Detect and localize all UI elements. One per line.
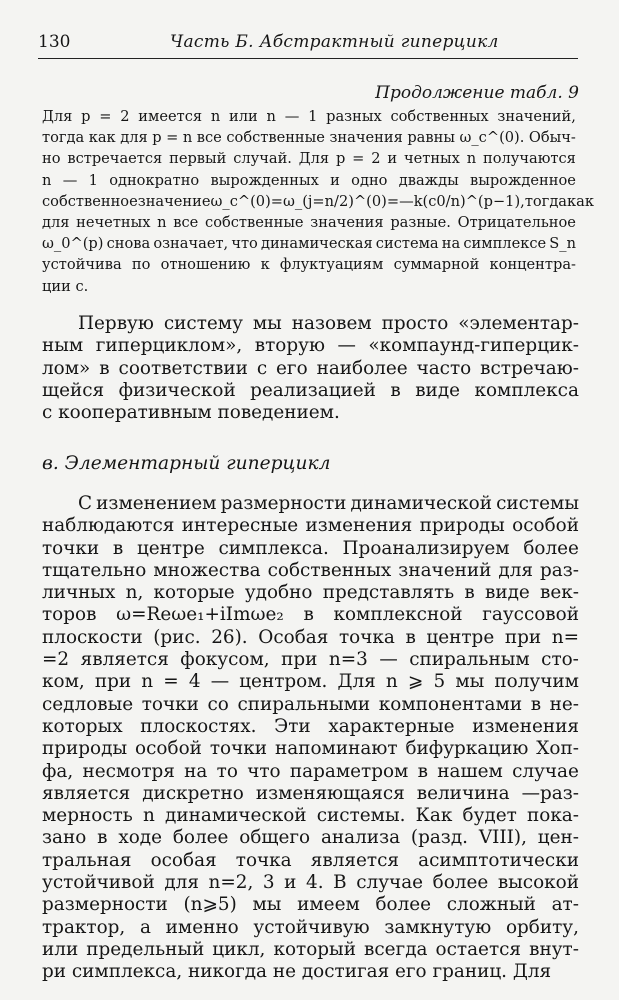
page-number: 130 <box>38 32 71 52</box>
text-line: тральная особая точка является асимптотически <box>42 849 579 871</box>
text-line: зано в ходе более общего анализа (разд. VIII), цен- <box>42 827 579 849</box>
paragraph-elementary-hypercycle <box>42 493 579 984</box>
text-line: С изменением размерности динамической системы <box>78 493 579 514</box>
text-line: ри симплекса, никогда не достигая его границ. Для <box>42 961 552 983</box>
text-line: с кооперативным поведением. <box>42 402 340 424</box>
text-line: мерность n динамической системы. Как будет пока- <box>42 805 579 827</box>
text-line: плоскости (рис. 26). Особая точка в центре при n= <box>42 626 579 648</box>
section-heading: в. Элементарный гиперцикл <box>42 453 331 474</box>
text-line: природы особой точки напоминают бифуркацию Хоп- <box>42 738 579 760</box>
text-line: ции c. <box>42 277 89 295</box>
table-note <box>42 106 594 297</box>
text-line: личных n, которые удобно представлять в виде век- <box>42 582 579 604</box>
header-rule <box>38 58 578 59</box>
text-line: тщательно множества собственных значений для раз- <box>42 559 579 581</box>
text-line: ным гиперциклом», вторую — «компаунд-гиперцик- <box>42 335 579 357</box>
text-line: трактор, а именно устойчивую замкнутую орбиту, <box>42 916 579 938</box>
text-line: устойчива по отношению к флуктуациям суммарной концентра- <box>42 256 576 274</box>
text-line: Для p = 2 имеется n или n — 1 разных собственных значений, <box>42 108 576 125</box>
text-line: размерности (n⩾5) мы имеем более сложный ат- <box>42 894 579 916</box>
table-continuation-label: Продолжение табл. 9 <box>375 83 579 103</box>
text-line: лом» в соответствии с его наиболее часто встречаю- <box>42 357 579 379</box>
running-title: Часть Б. Абстрактный гиперцикл <box>170 32 499 52</box>
text-line: точки в центре симплекса. Проанализируем более <box>42 537 579 559</box>
text-line: является дискретно изменяющаяся величина —раз- <box>42 782 579 804</box>
text-line: фа, несмотря на то что параметром в нашем случае <box>42 760 579 782</box>
paragraph-intro <box>42 313 579 424</box>
text-line: торов ω=Reωe₁+iImωe₂ в комплексной гауссовой <box>42 604 579 626</box>
text-line: n — 1 однократно вырожденных и одно дважды вырожденное <box>42 171 576 189</box>
text-line: ω_0^(p) снова означает, что динамическая система на симплексе S_n <box>42 235 576 253</box>
text-line: седловые точки со спиральными компонентами в не- <box>42 693 579 715</box>
text-line: ком, при n = 4 — центром. Для n ⩾ 5 мы получим <box>42 671 579 693</box>
text-line: но встречается первый случай. Для p = 2 и четных n получаются <box>42 150 576 168</box>
text-line: наблюдаются интересные изменения природы особой <box>42 515 579 537</box>
text-line: собственное значение ω_c^(0) = ω_(j=n/2)^(0) = — k(c0/n)^(p−1), тогда как <box>42 192 594 210</box>
page-header <box>38 30 578 60</box>
text-line: или предельный цикл, который всегда остается внут- <box>42 938 579 960</box>
text-line: Первую систему мы назовем просто «элементар- <box>78 313 579 334</box>
text-line: устойчивой для n=2, 3 и 4. В случае более высокой <box>42 872 579 894</box>
text-line: которых плоскостях. Эти характерные изменения <box>42 715 579 737</box>
text-line: щейся физической реализацией в виде комплекса <box>42 379 579 401</box>
text-line: тогда как для p = n все собственные значения равны ω_c^(0). Обыч- <box>42 129 576 147</box>
text-line: для нечетных n все собственные значения разные. Отрицательное <box>42 214 576 232</box>
text-line: =2 является фокусом, при n=3 — спиральным сто- <box>42 649 579 671</box>
